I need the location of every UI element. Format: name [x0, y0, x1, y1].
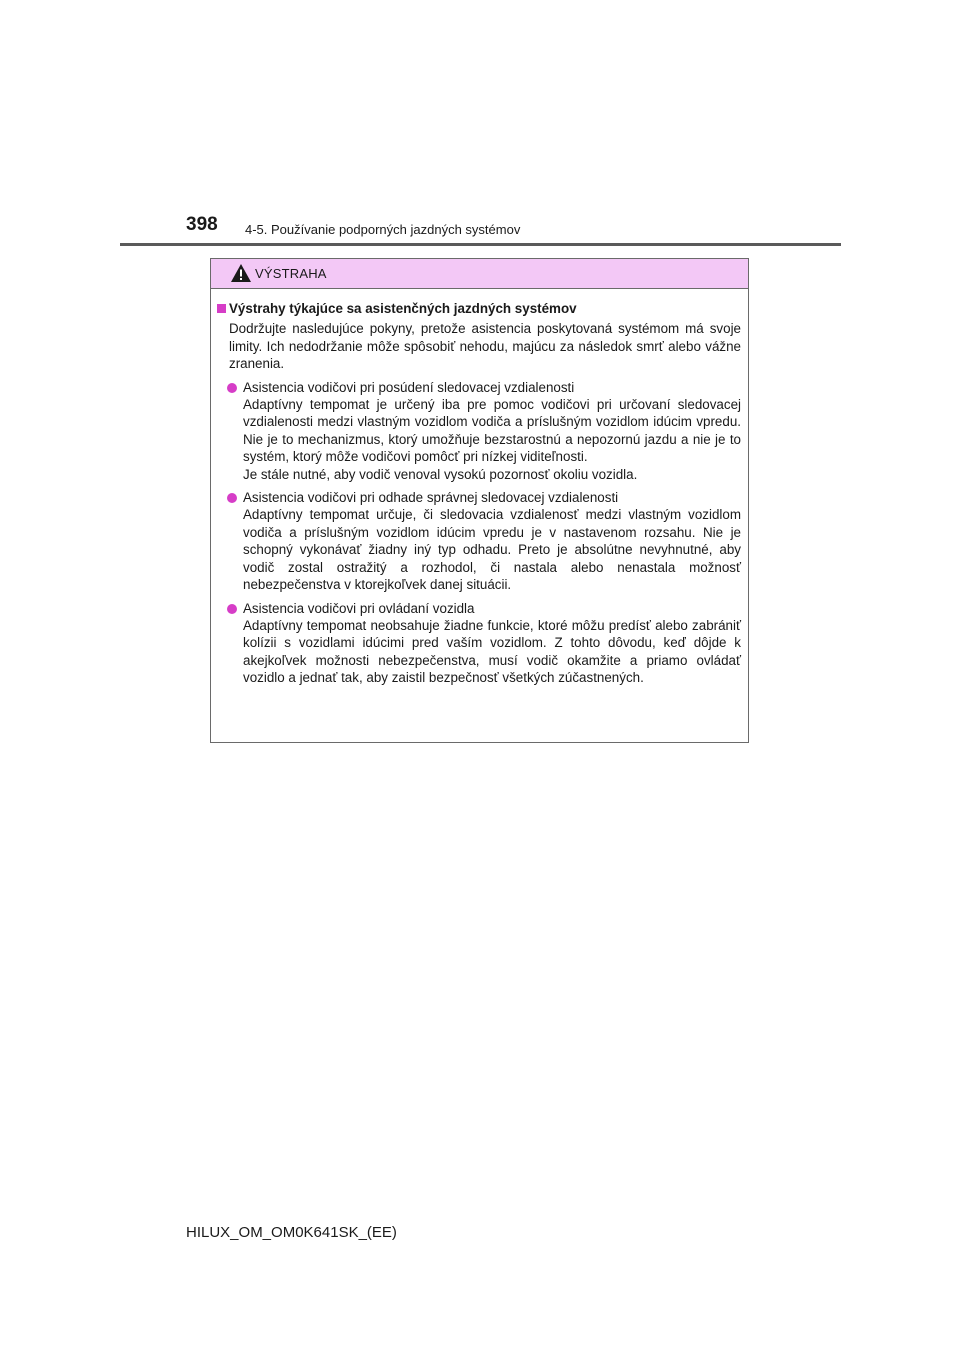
- list-item-text: Adaptívny tempomat je určený iba pre pomoc vodičovi pri určovaní sledovacej vzdialenosti medzi vlastným vozidlom vodiča a príslušným vozidlom idúcim vpredu. Nie je to mechanizmus, ktorý umožňuje bezstarostnú a nepozornú jazdu a nie je to systém, ktorý môže vodičovi pomôcť pri nízkej viditeľnosti.: [243, 397, 741, 465]
- section-heading: [217, 300, 741, 317]
- chapter-title: 4-5. Používanie podporných jazdných systémov: [245, 222, 521, 237]
- square-bullet-icon: [217, 304, 226, 313]
- list-item: [227, 489, 741, 593]
- warning-header: [211, 259, 748, 289]
- list-item: [227, 379, 741, 483]
- warning-body: [211, 289, 748, 687]
- section-heading-text: Výstrahy týkajúce sa asistenčných jazdných systémov: [229, 301, 577, 316]
- list-item: [227, 600, 741, 687]
- document-code: HILUX_OM_OM0K641SK_(EE): [186, 1224, 397, 1241]
- list-item-text: Adaptívny tempomat určuje, či sledovacia vzdialenosť medzi vlastným vozidlom vodiča a príslušným vozidlom idúcim vpredu je v nastavenom rozsahu. Nie je schopný vykonávať žiadny iný typ odhadu. Preto je absolútne nevyhnutné, aby vodič zostal ostražitý a rozhodol, či nastala alebo nenastala možnosť nebezpečenstva v ktorejkoľvek danej situácii.: [243, 507, 741, 593]
- list-item-content: [243, 600, 741, 687]
- header-divider: [120, 243, 841, 246]
- list-item-title: Asistencia vodičovi pri odhade správnej sledovacej vzdialenosti: [243, 490, 619, 506]
- warning-box: [210, 258, 749, 743]
- list-item-note: Je stále nutné, aby vodič venoval vysokú pozornosť okoliu vozidla.: [243, 466, 638, 482]
- list-item-content: [243, 489, 741, 593]
- round-bullet-icon: [227, 604, 237, 614]
- list-item-text: Adaptívny tempomat neobsahuje žiadne funkcie, ktoré môžu predísť alebo zabrániť kolízii s vozidlami idúcimi pred vaším vozidlom. Z tohto dôvodu, keď dôjde k akejkoľvek možnosti nebezpečenstva, musí vodič okamžite a priamo ovládať vozidlo a jednať tak, aby zaistil bezpečnosť všetkých zúčastnených.: [243, 617, 741, 686]
- page-number: 398: [186, 214, 218, 235]
- list-item-title: Asistencia vodičovi pri ovládaní vozidla: [243, 600, 475, 616]
- list-item-content: [243, 379, 741, 483]
- page-header: [0, 0, 960, 250]
- intro-paragraph: Dodržujte nasledujúce pokyny, pretože asistencia poskytovaná systémom má svoje limity. Ich nedodržanie môže spôsobiť nehodu, majúcu za následok smrť alebo vážne zranenia.: [229, 321, 741, 372]
- round-bullet-icon: [227, 493, 237, 503]
- warning-title: VÝSTRAHA: [255, 266, 327, 281]
- list-item-title: Asistencia vodičovi pri posúdení sledovacej vzdialenosti: [243, 379, 575, 395]
- round-bullet-icon: [227, 383, 237, 393]
- page-footer: [0, 1210, 960, 1250]
- warning-triangle-icon: [230, 263, 252, 283]
